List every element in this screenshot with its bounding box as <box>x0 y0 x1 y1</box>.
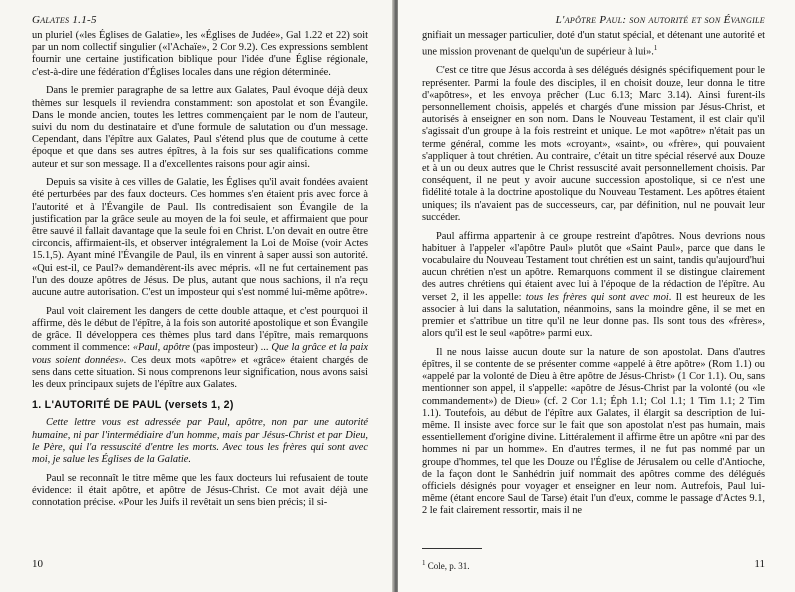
right-page <box>398 0 795 592</box>
paragraph: un pluriel («les Églises de Galatie», les «Églises de Judée», Gal 1.22 et 22) soit par un nom collectif singulier («l'Achaïe», 2 Cor 9.2). Ces expressions semblent fournir une certaine justification biblique pour l'idée d'une Église régionale, c'est-à-dire une fédération d'Églises locales dans une région déterminée. <box>32 30 368 78</box>
paragraph: C'est ce titre que Jésus accorda à ses délégués désignés spécifiquement pour le représenter. Parmi la foule des disciples, il en choisit douze, leur donna le titre d'«apôtres», et les envoya prêcher (Luc 6.13; Marc 3.14). Ainsi furent-ils personnellement choisis, appelés et chargés d'une mission par Jésus-Christ, et autorisés à enseigner en son nom. Dans le Nouveau Testament, il est clair qu'il s'agissait d'un groupe à la fois restreint et unique. Le mot «apôtre» n'était pas un terme général, comme les mots «croyant», «saint», ou «frère», qui pouvaient s'appliquer à tout chrétien. Au contraire, c'était un titre spécial réservé aux Douze et à un ou deux autres que le Christ ressuscité avait personnellement choisis. Par conséquent, il ne peut y avoir aucune succession apostolique, si ce n'est une fidélité totale à la doctrine apostolique du Nouveau Testament. Les apôtres étaient uniques; ils n'avaient pas de successeurs, car, par définition, nul ne pouvait leur succéder. <box>422 65 765 223</box>
left-page <box>0 0 394 592</box>
text-run: Paul affirma appartenir à ce groupe restreint d'apôtres. Nous devrions nous habituer à l'appeler «l'apôtre Paul» plutôt que «Saint Paul», parce que dans le vocabulaire du Nouveau Testament tout chrétien est un saint, tandis qu'aujourd'hui aucun chrétien n'est un apôtre. Remarquons comment il se distingue clairement des autres chrétiens qui étaient avec lui à l'époque de la rédaction de l'épître. Au verset 2, il les appelle: <box>422 230 765 303</box>
paragraph: Dans le premier paragraphe de sa lettre aux Galates, Paul évoque déjà deux thèmes sur lesquels il reviendra constamment: son apostolat et son Évangile. Dans le monde ancien, toutes les lettres commençaient par le nom de l'auteur, suivi du nom du destinataire et d'une formule de salutation ou d'un message. Cependant, dans l'épître aux Galates, Paul s'étend plus que de coutume à cette époque et que dans ses autres épîtres, à la fois sur ses qualifications comme auteur et sur son message. Il a d'excellentes raisons pour agir ainsi. <box>32 85 368 170</box>
scripture-quote <box>32 417 368 466</box>
page-number-left: 10 <box>32 558 43 570</box>
footnote <box>422 548 765 572</box>
text-run: (pas imposteur) ... <box>189 342 272 354</box>
right-body <box>422 30 765 572</box>
footnote-rule <box>422 548 482 549</box>
page-number-right: 11 <box>754 558 765 570</box>
footnote-text: Cole, p. 31. <box>427 560 470 571</box>
paragraph: Depuis sa visite à ces villes de Galatie, les Églises qu'il avait fondées avaient été perturbées par des faux docteurs. Ces hommes s'en étaient pris avec force à l'autorité et à l'Évangile de Paul. Ils contredisaient son Évangile de la justification par la grâce seule au moyen de la foi seule, et affirmaient que pour être sauvé il fallait davantage que la seule foi en Christ. L'on devait en outre être circoncis, affirmaient-ils, et observer intégralement la Loi de Moïse (voir Actes 15.1,5). Ayant miné l'Évangile de Paul, ils en vinrent à saper aussi son autorité. «Qui est-il, ce Paul?» demandèrent-ils avec mépris. «Il ne fut certainement pas l'un des douze apôtres de Jésus. De plus, autant que nous sachions, il n'a reçu aucune autre autorisation. C'est un imposteur qui s'est nommé lui-même apôtre». <box>32 177 368 299</box>
paragraph: Paul se reconnaît le titre même que les faux docteurs lui refusaient de toute évidence: il était apôtre, et apôtre de Jésus-Christ. Ce mot avait déjà une connotation précise. «Pour les Juifs il revêtait un sens bien précis; il si- <box>32 472 368 509</box>
running-head-right: L'apôtre Paul: son autorité et son Évangile <box>555 14 765 26</box>
text-run: Ces deux mots «apôtre» et «grâce» étaient chargés de sens dans cette situation. Si nous comprenons leur signification, nous avons saisi les deux principaux sujets de l'épître aux Galates. <box>32 354 368 390</box>
text-run: . Il est heureux de les associer à lui dans la salutation, néanmoins, sans la moindre gêne, il se met en premier et s'attribue un titre qu'il ne leur donne pas. Ils sont tous des «frères», alors qu'il est le seul «apôtre» parmi eux. <box>422 291 766 340</box>
paragraph <box>422 231 765 341</box>
paragraph <box>32 306 368 391</box>
section-heading: 1. L'AUTORITÉ DE PAUL (versets 1, 2) <box>32 399 234 412</box>
footnote-ref: 1 <box>653 44 658 53</box>
italic-quote: «Paul, apôtre <box>132 342 190 354</box>
running-head-left: Galates 1.1-5 <box>32 14 97 26</box>
italic-quote: Cette lettre vous est adressée par Paul, apôtre, non par une autorité humaine, ni par l'intermédiaire d'un homme, mais par Jésus-Christ et par Dieu, le Père, qui l'a ressuscité d'entre les morts. Avec tous les frères qui sont avec moi, je salue les Églises de la Galatie. <box>32 417 368 465</box>
text-run: gnifiait un messager particulier, doté d'un statut spécial, et détenant une autorité et une mission provenant de quelqu'un de supérieur à lui». <box>422 30 765 58</box>
left-body <box>32 30 368 509</box>
paragraph: Il ne nous laisse aucun doute sur la nature de son apostolat. Dans d'autres épîtres, il se contente de se présenter comme «appelé à être apôtre» (Rom 1.1) ou «appelé par la volonté de Dieu à être apôtre de Jésus-Christ» (1 Cor 1.1). Ou, sans mentionner son appel, il s'appelle: «apôtre de Jésus-Christ par la volonté (ou «le commandement») de Dieu» (cf. 2 Cor 1.1; Éph 1.1; Col 1.1; 1 Tim 1.1; 2 Tim 1.1). Toutefois, au début de l'épître aux Galates, il élargit sa description de lui-même. Il insiste avec force sur le fait que son apostolat n'est pas humain, mais essentiellement d'origine divine. Littéralement il affirme être un apôtre «ni par des hommes ni par un homme». En d'autres termes, il ne fut pas nommé par un groupe d'hommes, tel que les Douze ou l'Église de Jérusalem ou celle d'Antioche, de la façon dont le Sanhédrin juif nommait des apôtres comme des délégués officiels désignés pour voyager et enseigner en leur nom. Autrefois, Paul lui-même (étant encore Saul de Tarse) était l'un d'eux, comme le passage d'Actes 9.1, 2 le fait clairement ressortir, mais il ne <box>422 346 765 517</box>
text-run: Paul voit clairement les dangers de cette double attaque, et c'est pourquoi il affirme, dès le début de l'épître, à la fois son autorité apostolique et son Évangile de grâce. Il développera ces thèmes plus tard dans l'épître, mais remarquons comment il commence: <box>32 305 368 354</box>
paragraph <box>422 30 765 59</box>
italic-quote: Que la grâce et la paix vous soient données». <box>32 342 369 366</box>
footnote-mark: 1 <box>422 558 426 567</box>
italic-quote: tous les frères qui sont avec moi <box>525 291 669 303</box>
